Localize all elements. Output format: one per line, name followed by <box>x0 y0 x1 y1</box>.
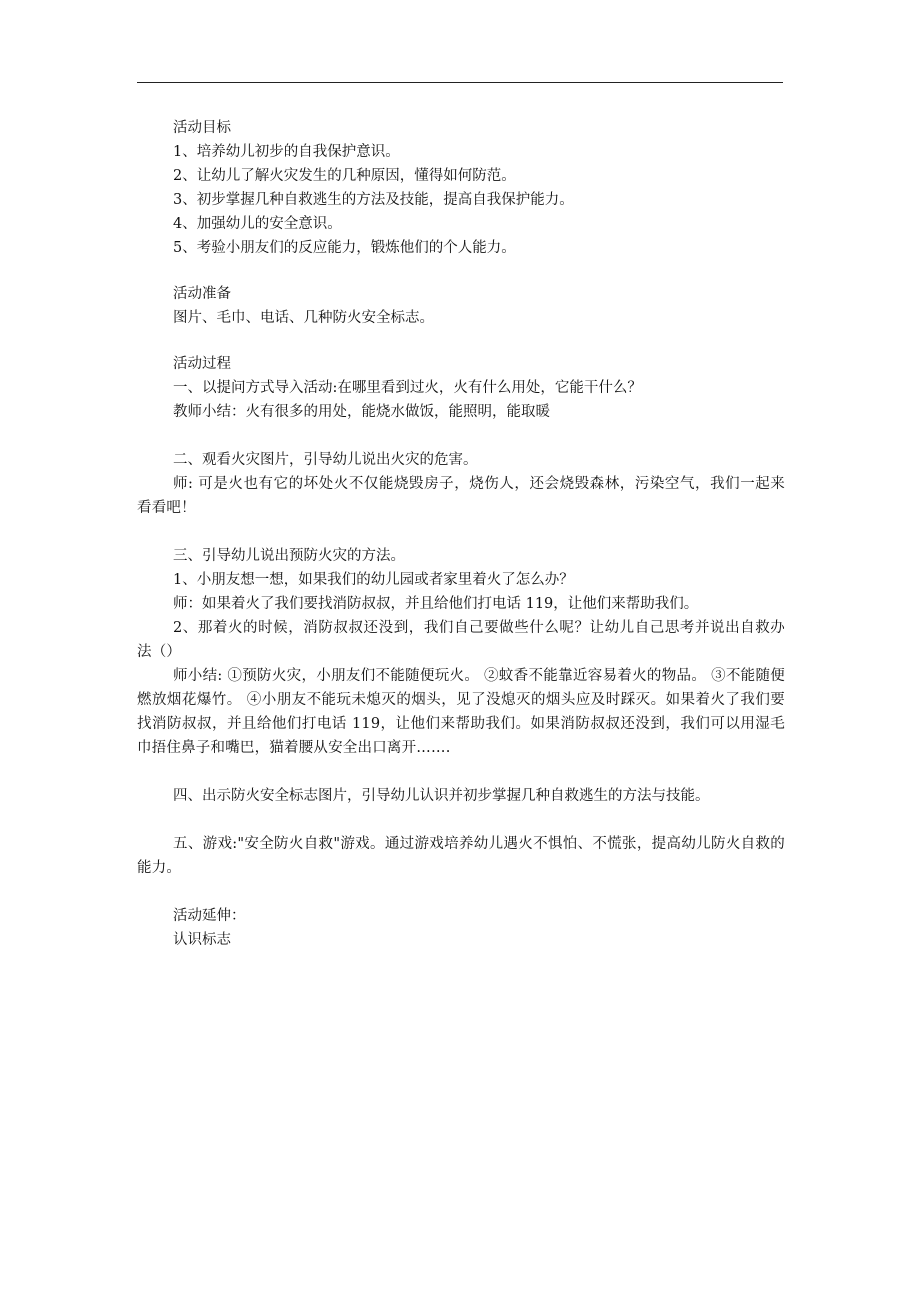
preparation-heading: 活动准备 <box>173 286 231 302</box>
spacer <box>173 260 785 282</box>
process-step3: 三、引导幼儿说出预防火灾的方法。 <box>173 548 405 564</box>
process-step4: 四、出示防火安全标志图片，引导幼儿认识并初步掌握几种自救逃生的方法与技能。 <box>173 788 710 804</box>
process-step1: 一、以提问方式导入活动:在哪里看到过火，火有什么用处，它能干什么？ <box>173 380 642 396</box>
process-step3-summary: 师小结: ①预防火灾，小朋友们不能随便玩火。 ②蚊香不能靠近容易着火的物品。 ③不能随便燃放烟花爆竹。 ④小朋友不能玩未熄灭的烟头，见了没熄灭的烟头应及时踩灭。如果着火了我们要找消防叔叔，并且给他们打电话 119，让他们来帮助我们。如果消防叔叔还没到，我们可以用湿毛巾捂住鼻子和嘴巴，猫着腰从安全出口离开……. <box>137 668 785 756</box>
goal-item: 4、加强幼儿的安全意识。 <box>173 216 342 232</box>
section-preparation <box>173 282 785 330</box>
section-goals <box>173 116 785 260</box>
process-step3-question1: 1、小朋友想一想，如果我们的幼儿园或者家里着火了怎么办？ <box>173 572 574 588</box>
spacer <box>173 808 785 832</box>
preparation-text: 图片、毛巾、电话、几种防火安全标志。 <box>173 310 434 326</box>
document-body <box>137 116 785 952</box>
spacer <box>173 520 785 544</box>
process-step1-summary: 教师小结：火有很多的用处，能烧水做饭，能照明，能取暖 <box>173 404 550 420</box>
process-step2: 二、观看火灾图片，引导幼儿说出火灾的危害。 <box>173 452 478 468</box>
process-step5: 五、游戏:"安全防火自救"游戏。通过游戏培养幼儿遇火不惧怕、不慌张，提高幼儿防火自救的能力。 <box>137 836 785 876</box>
section-process <box>137 352 785 880</box>
goal-item: 1、培养幼儿初步的自我保护意识。 <box>173 144 400 160</box>
spacer <box>173 760 785 784</box>
process-step3-answer1: 师：如果着火了我们要找消防叔叔，并且给他们打电话 119，让他们来帮助我们。 <box>173 596 699 612</box>
process-step2-teacher: 师: 可是火也有它的坏处火不仅能烧毁房子，烧伤人，还会烧毁森林，污染空气，我们一起来看看吧！ <box>137 476 785 516</box>
extension-text: 认识标志 <box>173 932 231 948</box>
process-heading: 活动过程 <box>173 356 231 372</box>
spacer <box>173 880 785 904</box>
goal-item: 5、考验小朋友们的反应能力，锻炼他们的个人能力。 <box>173 240 516 256</box>
header-rule <box>137 82 783 83</box>
goal-item: 3、初步掌握几种自救逃生的方法及技能，提高自我保护能力。 <box>173 192 574 208</box>
goal-item: 2、让幼儿了解火灾发生的几种原因，懂得如何防范。 <box>173 168 516 184</box>
goals-heading: 活动目标 <box>173 120 231 136</box>
section-extension <box>173 904 785 952</box>
extension-heading: 活动延伸： <box>173 908 246 924</box>
spacer <box>173 424 785 448</box>
spacer <box>173 330 785 352</box>
process-step3-question2: 2、那着火的时候，消防叔叔还没到，我们自己要做些什么呢？让幼儿自己思考并说出自救办法（） <box>137 620 785 660</box>
